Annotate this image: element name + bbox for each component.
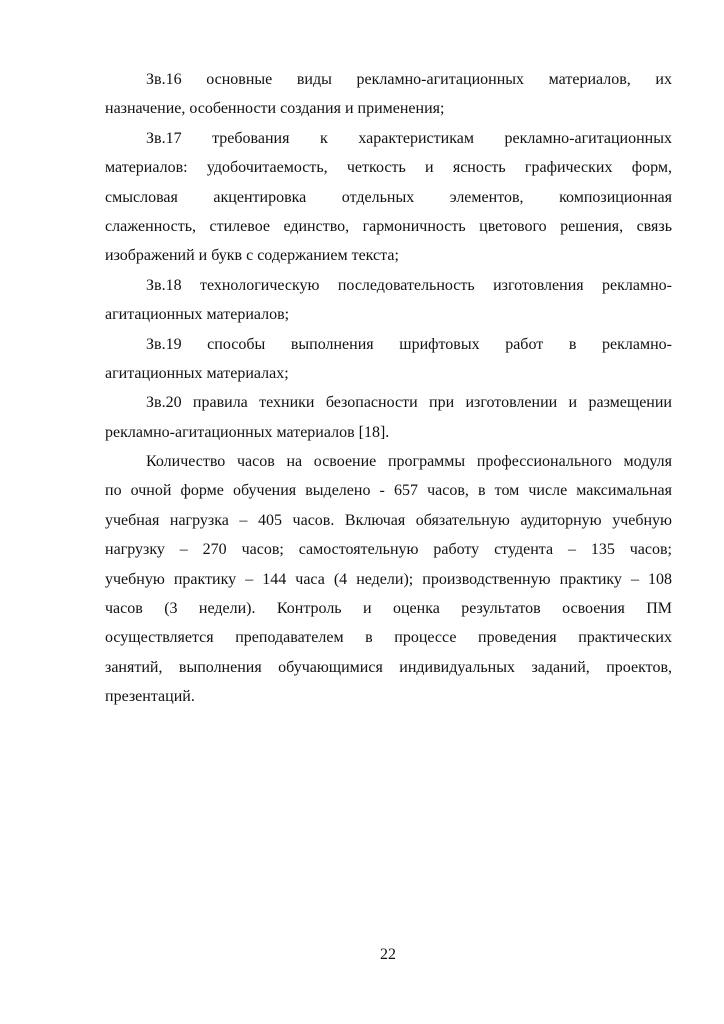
paragraph bbox=[105, 447, 672, 712]
text-line: Зв.18 технологическую последовательность изготовления рекламно- bbox=[146, 276, 672, 294]
text-line: агитационных материалах; bbox=[105, 364, 289, 382]
text-line: смысловая акцентировка отдельных элементов, композиционная bbox=[105, 188, 672, 206]
paragraph bbox=[105, 124, 672, 271]
text-line: рекламно-агитационных материалов [18]. bbox=[105, 423, 390, 441]
text-line: по очной форме обучения выделено - 657 часов, в том числе максимальная bbox=[105, 482, 672, 500]
text-line: назначение, особенности создания и применения; bbox=[105, 100, 445, 118]
page-number: 22 bbox=[380, 946, 396, 963]
text-line: нагрузку – 270 часов; самостоятельную работу студента – 135 часов; bbox=[105, 541, 672, 559]
text-line: агитационных материалов; bbox=[105, 306, 290, 324]
paragraph bbox=[105, 388, 672, 447]
text-line: Зв.17 требования к характеристикам рекламно-агитационных bbox=[146, 129, 672, 147]
text-line: занятий, выполнения обучающимися индивидуальных заданий, проектов, bbox=[105, 658, 672, 676]
text-line: слаженность, стилевое единство, гармоничность цветового решения, связь bbox=[105, 217, 672, 235]
paragraph bbox=[105, 271, 672, 330]
text-line: Зв.19 способы выполнения шрифтовых работ в рекламно- bbox=[146, 335, 672, 353]
text-line: Зв.20 правила техники безопасности при изготовлении и размещении bbox=[146, 394, 672, 412]
text-line: Зв.16 основные виды рекламно-агитационных материалов, их bbox=[146, 71, 672, 88]
text-line: презентаций. bbox=[105, 688, 195, 706]
text-line: Количество часов на освоение программы профессионального модуля bbox=[146, 453, 672, 471]
document-body bbox=[105, 65, 672, 712]
text-line: учебная нагрузка – 405 часов. Включая обязательную аудиторную учебную bbox=[105, 511, 672, 529]
text-line: осуществляется преподавателем в процессе проведения практических bbox=[105, 629, 672, 647]
paragraph bbox=[105, 330, 672, 389]
paragraph bbox=[105, 65, 672, 124]
text-line: материалов: удобочитаемость, четкость и ясность графических форм, bbox=[105, 159, 672, 177]
text-line: часов (3 недели). Контроль и оценка результатов освоения ПМ bbox=[105, 600, 672, 618]
text-line: учебную практику – 144 часа (4 недели); производственную практику – 108 bbox=[105, 570, 672, 588]
text-line: изображений и букв с содержанием текста; bbox=[105, 247, 399, 265]
